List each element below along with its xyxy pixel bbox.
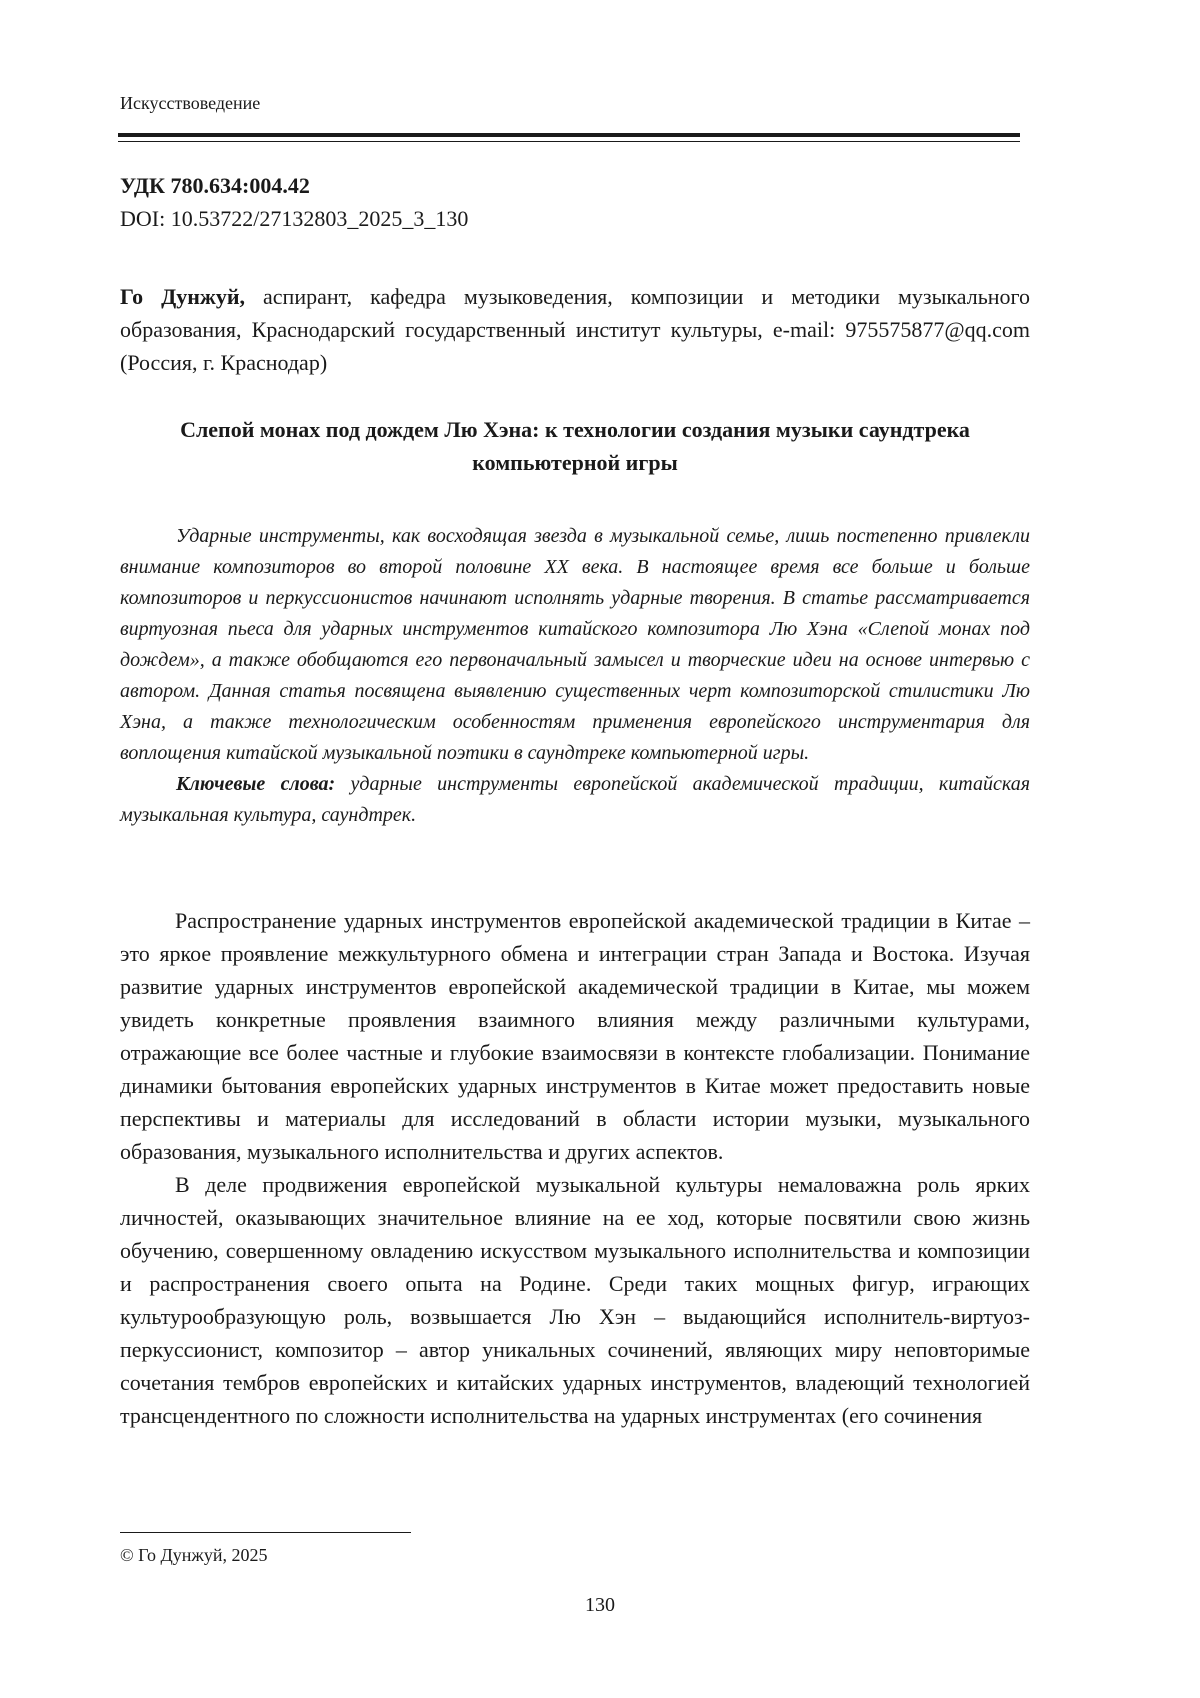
keywords-text: ударные инструменты европейской академической традиции, китайская музыкальная культура, саундтрек. [120,773,1031,826]
header-rule-thin [118,141,1020,142]
footnote-rule [120,1532,411,1533]
keywords [120,769,1030,831]
keywords-label: Ключевые слова: [176,773,336,795]
body-paragraph: В деле продвижения европейской музыкальной культуры немаловажна роль ярких личностей, оказывающих значительное влияние на ее ход, которые посвятили свою жизнь обучению, совершенному овладению искусством музыкального исполнительства и композиции и распространения своего опыта на Родине. Среди таких мощных фигур, играющих культурообразующую роль, возвышается Лю Хэн – выдающийся исполнитель-виртуоз-перкуссионист, композитор – автор уникальных сочинений, являющих миру неповторимые сочетания тембров европейских и китайских ударных инструментов, владеющий технологией трансцендентного по сложности исполнительства на ударных инструментах (его сочинения [120,1172,1030,1428]
page-number: 130 [585,1594,615,1616]
article-body [120,904,1030,1432]
body-paragraph: Распространение ударных инструментов европейской академической традиции в Китае – это яркое проявление межкультурного обмена и интеграции стран Запада и Востока. Изучая развитие ударных инструментов европейской академической традиции в Китае, мы можем увидеть конкретные проявления взаимного влияния между различными культурами, отражающие все более частные и глубокие взаимосвязи в контексте глобализации. Понимание динамики бытования европейских ударных инструментов в Китае может предоставить новые перспективы и материалы для исследований в области истории музыки, музыкального образования, музыкального исполнительства и других аспектов. [120,908,1030,1164]
abstract-text: Ударные инструменты, как восходящая звезда в музыкальной семье, лишь постепенно привлекли внимание композиторов во второй половине XX века. В настоящее время все больше и больше композиторов и перкуссионистов начинают исполнять ударные творения. В статье рассматривается виртуозная пьеса для ударных инструментов китайского композитора Лю Хэна «Слепой монах под дождем», а также обобщаются его первоначальный замысел и творческие идеи на основе интервью с автором. Данная статья посвящена выявлению существенных черт композиторской стилистики Лю Хэна, а также технологическим особенностям применения европейского инструментария для воплощения китайской музыкальной поэтики в саундтреке компьютерной игры. [120,525,1030,764]
author-affiliation: аспирант, кафедра музыковедения, композиции и методики музыкального образования, Краснодарский государственный институт культуры, e-mail: 975575877@qq.com (Россия, г. Краснодар) [120,284,1030,375]
running-head: Искусствоведение [120,93,261,113]
header-rule-thick [118,133,1020,137]
copyright-footnote: © Го Дунжуй, 2025 [120,1545,268,1565]
udk-code: УДК 780.634:004.42 [120,173,310,198]
author-block [120,280,1030,379]
abstract [120,521,1030,831]
article-title: Слепой монах под дождем Лю Хэна: к технологии создания музыки саундтрека компьютерной игры [180,417,970,475]
author-name: Го Дунжуй, [120,284,246,309]
doi: DOI: 10.53722/27132803_2025_3_130 [120,206,469,231]
